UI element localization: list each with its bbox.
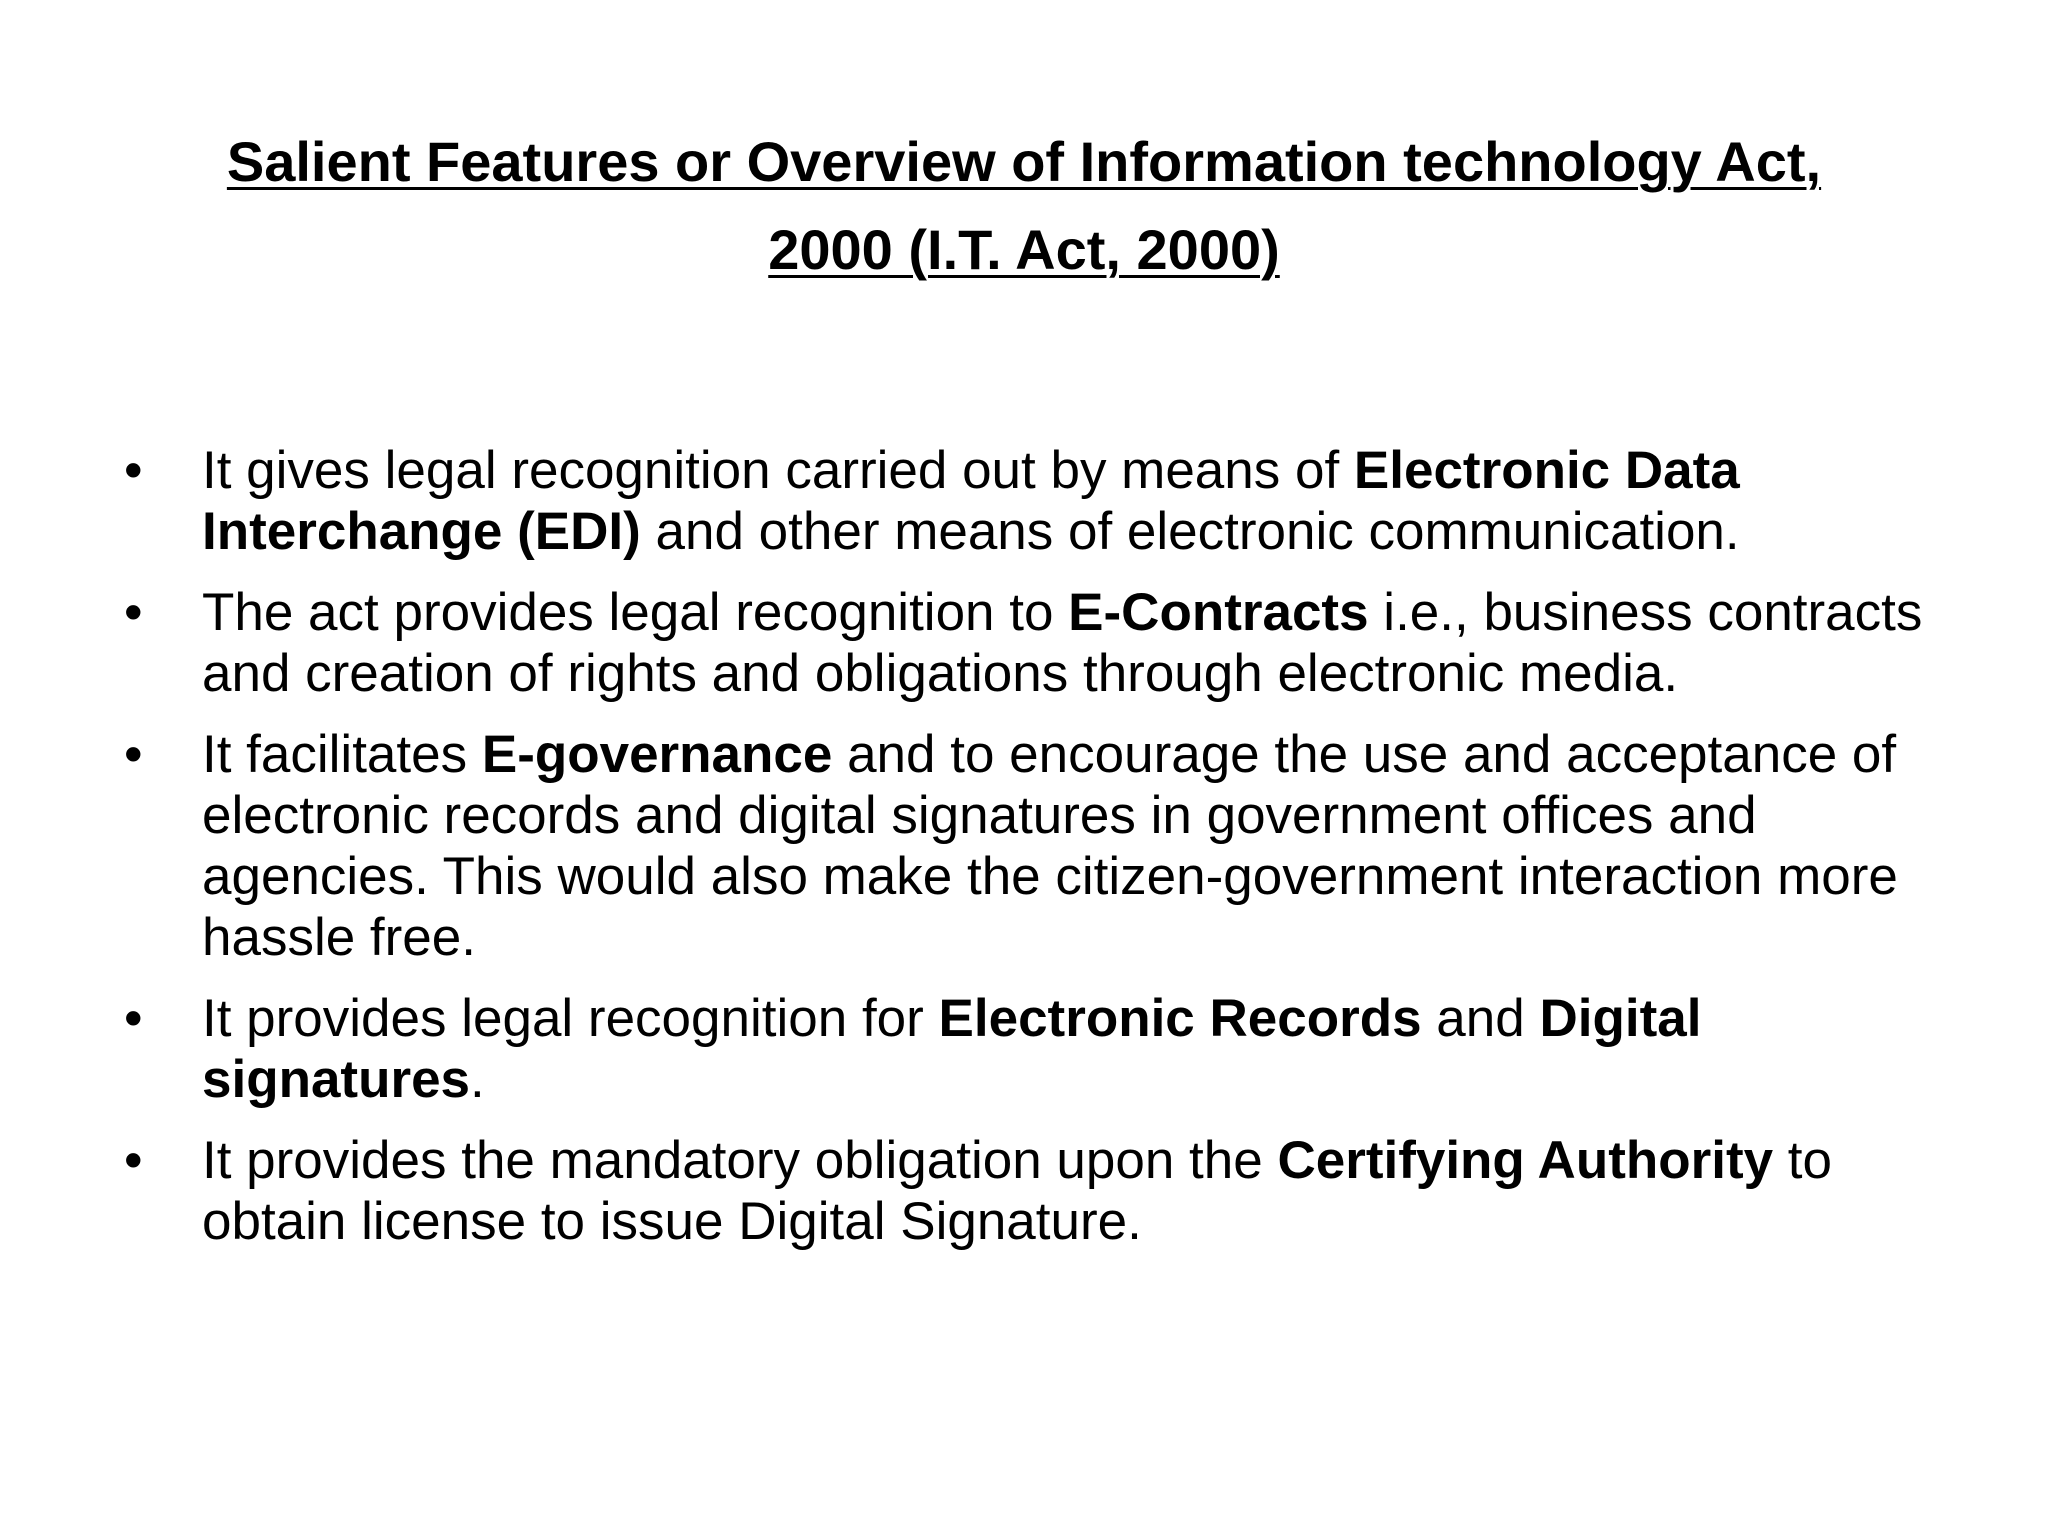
bullet-text <box>202 725 1898 967</box>
bullet-text <box>202 583 1922 703</box>
bullet-bold-term: Electronic Records <box>938 989 1422 1048</box>
bullet-point-icon: • <box>124 1131 143 1190</box>
bullet-text <box>202 441 1740 561</box>
bullet-text-run: and to encourage the use and acceptance of electronic records and digital signatures in government offices and agencies. This would also make the citizen-government interaction more hassle free. <box>202 725 1898 967</box>
slide-title <box>140 118 1908 294</box>
bullet-point-icon: • <box>124 583 143 642</box>
slide-title-line-1: Salient Features or Overview of Information technology Act, <box>226 130 1822 193</box>
bullet-text <box>202 1131 1832 1251</box>
bullet-bold-term: Certifying Authority <box>1277 1131 1774 1190</box>
bullet-text-run: i.e., business contracts and creation of rights and obligations through electronic media. <box>202 583 1923 703</box>
bullet-list <box>118 440 1948 1272</box>
bullet-text-run: It gives legal recognition carried out by means of <box>202 441 1354 500</box>
bullet-item <box>118 1130 1948 1252</box>
bullet-text <box>202 989 1701 1109</box>
bullet-text-run: and other means of electronic communication. <box>640 502 1740 561</box>
bullet-text-run: It provides the mandatory obligation upon the <box>202 1131 1278 1190</box>
bullet-text-run: It facilitates <box>202 725 482 784</box>
bullet-point-icon: • <box>124 725 143 784</box>
bullet-bold-term: E-Contracts <box>1068 583 1369 642</box>
bullet-item <box>118 988 1948 1110</box>
slide-title-line-2: 2000 (I.T. Act, 2000) <box>768 218 1280 281</box>
bullet-text-run: It provides legal recognition for <box>202 989 939 1048</box>
bullet-text-run: to obtain license to issue Digital Signature. <box>202 1131 1833 1251</box>
bullet-item <box>118 440 1948 562</box>
bullet-item <box>118 582 1948 704</box>
bullet-point-icon: • <box>124 989 143 1048</box>
bullet-text-run: . <box>470 1050 485 1109</box>
bullet-bold-term: E-governance <box>481 725 833 784</box>
bullet-bold-term: Digital signatures <box>202 989 1702 1109</box>
bullet-bold-term: Electronic Data Interchange (EDI) <box>202 441 1740 561</box>
bullet-point-icon: • <box>124 441 143 500</box>
bullet-item <box>118 724 1948 968</box>
bullet-text-run: and <box>1421 989 1540 1048</box>
bullet-text-run: The act provides legal recognition to <box>202 583 1069 642</box>
